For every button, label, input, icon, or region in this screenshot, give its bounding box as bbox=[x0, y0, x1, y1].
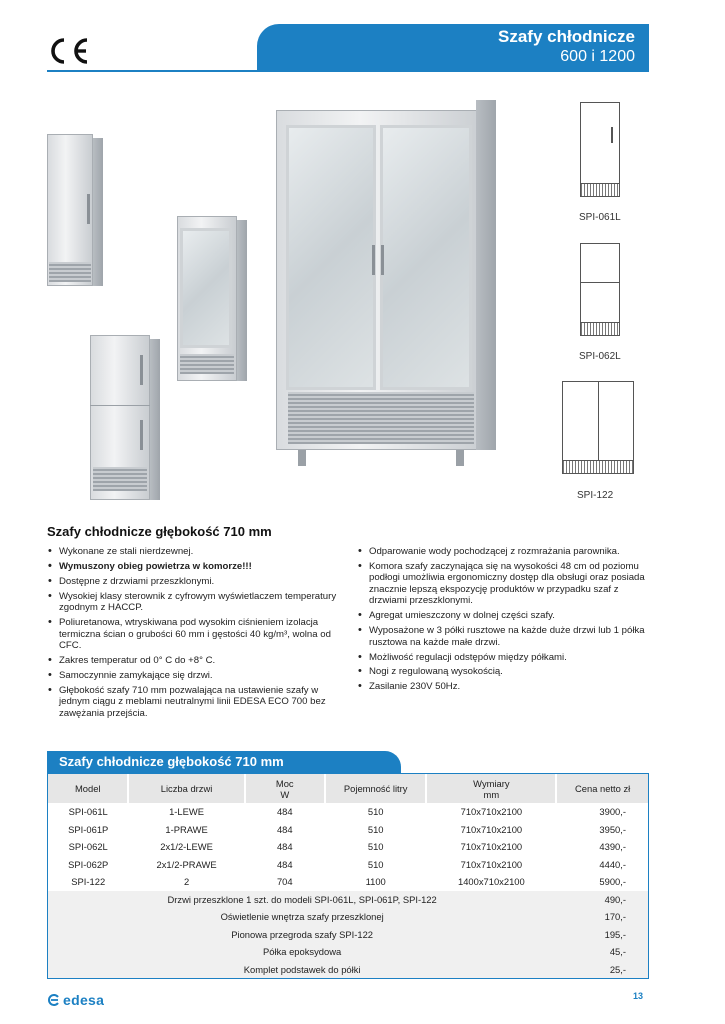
option-row bbox=[48, 908, 648, 926]
cell-doors: 1-LEWE bbox=[169, 806, 204, 818]
list-item: • Możliwość regulacji odstępów między półkami. bbox=[357, 652, 657, 664]
price-table-title: Szafy chłodnicze głębokość 710 mm bbox=[47, 751, 401, 773]
option-price: 25,- bbox=[556, 961, 648, 979]
cell-power: 704 bbox=[276, 876, 293, 888]
option-row bbox=[48, 943, 648, 961]
cell-model: SPI-061P bbox=[68, 823, 109, 835]
list-item: • Zakres temperatur od 0° C do +8° C. bbox=[47, 655, 347, 667]
sketch-label-spi122: SPI-122 bbox=[577, 490, 614, 501]
option-price: 490,- bbox=[556, 891, 648, 909]
page-subtitle: 600 i 1200 bbox=[560, 48, 635, 65]
cell-power: 484 bbox=[276, 858, 293, 870]
table-row bbox=[48, 856, 648, 874]
option-label: Pionowa przegroda szafy SPI-122 bbox=[48, 926, 556, 944]
table-row bbox=[48, 821, 648, 839]
photo-cabinet-single-door bbox=[47, 134, 103, 286]
cell-dimensions: 710x710x2100 bbox=[460, 858, 523, 870]
cell-dimensions: 1400x710x2100 bbox=[458, 876, 525, 888]
cell-price: 3950,- bbox=[599, 823, 626, 835]
cell-capacity: 510 bbox=[367, 841, 384, 853]
list-item: • Nogi z regulowaną wysokością. bbox=[357, 666, 657, 678]
header-rule bbox=[47, 70, 257, 72]
option-label: Komplet podstawek do półki bbox=[48, 961, 556, 979]
list-item: • Samoczynnie zamykające się drzwi. bbox=[47, 670, 347, 682]
sketch-spi122 bbox=[562, 381, 634, 474]
cell-dimensions: 710x710x2100 bbox=[460, 841, 523, 853]
cell-price: 4390,- bbox=[599, 841, 626, 853]
list-item: • Zasilanie 230V 50Hz. bbox=[357, 681, 657, 693]
photo-cabinet-double-glass bbox=[276, 100, 496, 485]
list-item: • Komora szafy zaczynająca się na wysokości 48 cm od poziomu podłogi umożliwia ergonomiczny dostęp dla obsługi oraz posiada znacznie lepszą ekspozycję produktów w przypadku szaf z drzwiami przeszklonymi. bbox=[357, 561, 657, 607]
option-row bbox=[48, 891, 648, 909]
option-row bbox=[48, 961, 648, 979]
list-item: • Wysokiej klasy sterownik z cyfrowym wyświetlaczem temperatury zgodnym z HACCP. bbox=[47, 591, 347, 614]
photo-cabinet-glass-door bbox=[177, 216, 247, 381]
cell-capacity: 510 bbox=[367, 823, 384, 835]
sketch-spi062l bbox=[580, 243, 620, 336]
list-item: • Poliuretanowa, wtryskiwana pod wysokim ciśnieniem izolacja termiczna ścian o grubości 60 mm i gęstości 40 kg/m³, wolna od CFC. bbox=[47, 617, 347, 652]
cell-power: 484 bbox=[276, 823, 293, 835]
cell-price: 3900,- bbox=[599, 806, 626, 818]
option-label: Półka epoksydowa bbox=[48, 943, 556, 961]
col-model: Model bbox=[48, 774, 128, 803]
list-item: • Agregat umieszczony w dolnej części szafy. bbox=[357, 610, 657, 622]
option-label: Oświetlenie wnętrza szafy przeszklonej bbox=[48, 908, 556, 926]
table-row bbox=[48, 873, 648, 891]
list-item: • Dostępne z drzwiami przeszklonymi. bbox=[47, 576, 347, 588]
cell-power: 484 bbox=[276, 841, 293, 853]
table-row bbox=[48, 838, 648, 856]
table-row bbox=[48, 803, 648, 821]
cell-price: 4440,- bbox=[599, 858, 626, 870]
option-row bbox=[48, 926, 648, 944]
features-list-left bbox=[47, 546, 347, 723]
option-label: Drzwi przeszklone 1 szt. do modeli SPI-061L, SPI-061P, SPI-122 bbox=[48, 891, 556, 909]
cell-doors: 2x1/2-PRAWE bbox=[156, 858, 217, 870]
cell-model: SPI-062L bbox=[68, 841, 108, 853]
cell-doors: 1-PRAWE bbox=[165, 823, 208, 835]
price-table bbox=[47, 773, 649, 979]
cell-model: SPI-122 bbox=[71, 876, 106, 888]
col-doors: Liczba drzwi bbox=[128, 774, 244, 803]
col-power: Moc W bbox=[245, 774, 325, 803]
ce-mark-icon bbox=[47, 36, 93, 66]
col-price: Cena netto zł bbox=[556, 774, 648, 803]
cell-power: 484 bbox=[276, 806, 293, 818]
cell-dimensions: 710x710x2100 bbox=[460, 806, 523, 818]
sketch-label-spi062l: SPI-062L bbox=[579, 351, 621, 362]
features-list-right bbox=[357, 546, 657, 696]
cell-doors: 2 bbox=[183, 876, 190, 888]
cell-dimensions: 710x710x2100 bbox=[460, 823, 523, 835]
header-banner bbox=[257, 24, 649, 72]
option-price: 45,- bbox=[556, 943, 648, 961]
cell-capacity: 510 bbox=[367, 806, 384, 818]
list-item: • Odparowanie wody pochodzącej z rozmrażania parownika. bbox=[357, 546, 657, 558]
section-heading: Szafy chłodnicze głębokość 710 mm bbox=[47, 524, 272, 539]
col-dimensions: Wymiary mm bbox=[426, 774, 556, 803]
cell-doors: 2x1/2-LEWE bbox=[160, 841, 213, 853]
page-title: Szafy chłodnicze bbox=[498, 27, 635, 46]
edesa-logo-icon bbox=[48, 994, 60, 1006]
cell-model: SPI-062P bbox=[68, 858, 109, 870]
cell-price: 5900,- bbox=[599, 876, 626, 888]
list-item: • Wyposażone w 3 półki rusztowe na każde duże drzwi lub 1 półka rusztowa na każde małe drzwi. bbox=[357, 625, 657, 648]
sketch-label-spi061l: SPI-061L bbox=[579, 212, 621, 223]
option-price: 195,- bbox=[556, 926, 648, 944]
list-item: • Wykonane ze stali nierdzewnej. bbox=[47, 546, 347, 558]
cell-capacity: 1100 bbox=[365, 876, 386, 888]
sketch-spi061l bbox=[580, 102, 620, 197]
cell-capacity: 510 bbox=[367, 858, 384, 870]
list-item: • Wymuszony obieg powietrza w komorze!!! bbox=[47, 561, 347, 573]
option-price: 170,- bbox=[556, 908, 648, 926]
page-number: 13 bbox=[633, 991, 644, 1001]
photo-cabinet-half-doors bbox=[90, 335, 160, 500]
cell-model: SPI-061L bbox=[68, 806, 108, 818]
list-item: • Głębokość szafy 710 mm pozwalająca na ustawienie szafy w jednym ciągu z meblami neutralnymi linii EDESA ECO 700 bez zawężania przejścia. bbox=[47, 685, 347, 720]
col-capacity: Pojemność litry bbox=[325, 774, 427, 803]
table-header-row bbox=[48, 774, 648, 803]
brand-logo: edesa bbox=[63, 992, 105, 1008]
